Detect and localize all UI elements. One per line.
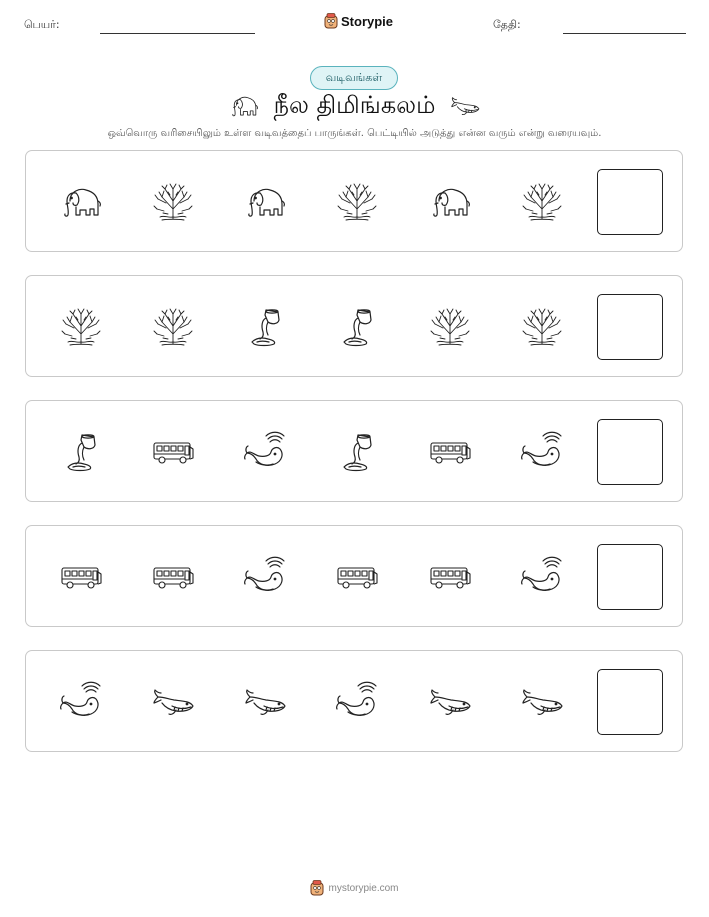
coral-icon	[519, 179, 565, 225]
bus-icon	[334, 554, 380, 600]
answer-box[interactable]	[597, 544, 663, 610]
category-tag: வடிவங்கள்	[310, 66, 398, 90]
storypie-mascot-icon	[310, 880, 324, 896]
pattern-row	[25, 150, 683, 252]
coral-icon	[519, 304, 565, 350]
pattern-row	[25, 400, 683, 502]
bus-icon	[150, 554, 196, 600]
page-title: நீல திமிங்கலம்	[273, 90, 436, 119]
name-label: பெயர்:	[24, 18, 60, 31]
whale-spout-icon	[519, 429, 565, 475]
brand-logo	[324, 13, 393, 29]
elephant-icon	[242, 179, 288, 225]
elephant-icon	[58, 179, 104, 225]
whale-icon	[150, 679, 196, 725]
bus-icon	[58, 554, 104, 600]
bus-icon	[427, 429, 473, 475]
water-jar-icon	[58, 429, 104, 475]
answer-box[interactable]	[597, 294, 663, 360]
coral-icon	[150, 179, 196, 225]
bus-icon	[150, 429, 196, 475]
elephant-icon	[427, 179, 473, 225]
bus-icon	[427, 554, 473, 600]
footer-url: mystorypie.com	[328, 882, 399, 894]
whale-icon	[519, 679, 565, 725]
worksheet-header	[0, 0, 709, 50]
coral-icon	[334, 179, 380, 225]
pattern-row	[25, 525, 683, 627]
whale-spout-icon	[242, 554, 288, 600]
date-field-line	[563, 33, 686, 34]
whale-spout-icon	[334, 679, 380, 725]
answer-box[interactable]	[597, 669, 663, 735]
title-row	[0, 88, 709, 124]
pattern-row	[25, 650, 683, 752]
coral-icon	[150, 304, 196, 350]
whale-spout-icon	[519, 554, 565, 600]
elephant-icon	[228, 90, 260, 122]
answer-box[interactable]	[597, 169, 663, 235]
whale-icon	[449, 90, 481, 122]
water-jar-icon	[242, 304, 288, 350]
instructions: ஒவ்வொரு வரிசையிலும் உள்ள வடிவத்தைப் பாருங்கள். பெட்டியில் அடுத்து என்ன வரும் என்று வரையவும்.	[107, 128, 602, 139]
pattern-row	[25, 275, 683, 377]
answer-box[interactable]	[597, 419, 663, 485]
name-field-line	[100, 33, 255, 34]
storypie-mascot-icon	[324, 13, 338, 29]
water-jar-icon	[334, 304, 380, 350]
brand-name: Storypie	[341, 13, 394, 29]
coral-icon	[427, 304, 473, 350]
date-label: தேதி:	[493, 18, 521, 31]
footer	[0, 880, 709, 896]
whale-spout-icon	[242, 429, 288, 475]
whale-spout-icon	[58, 679, 104, 725]
water-jar-icon	[334, 429, 380, 475]
whale-icon	[242, 679, 288, 725]
whale-icon	[427, 679, 473, 725]
coral-icon	[58, 304, 104, 350]
